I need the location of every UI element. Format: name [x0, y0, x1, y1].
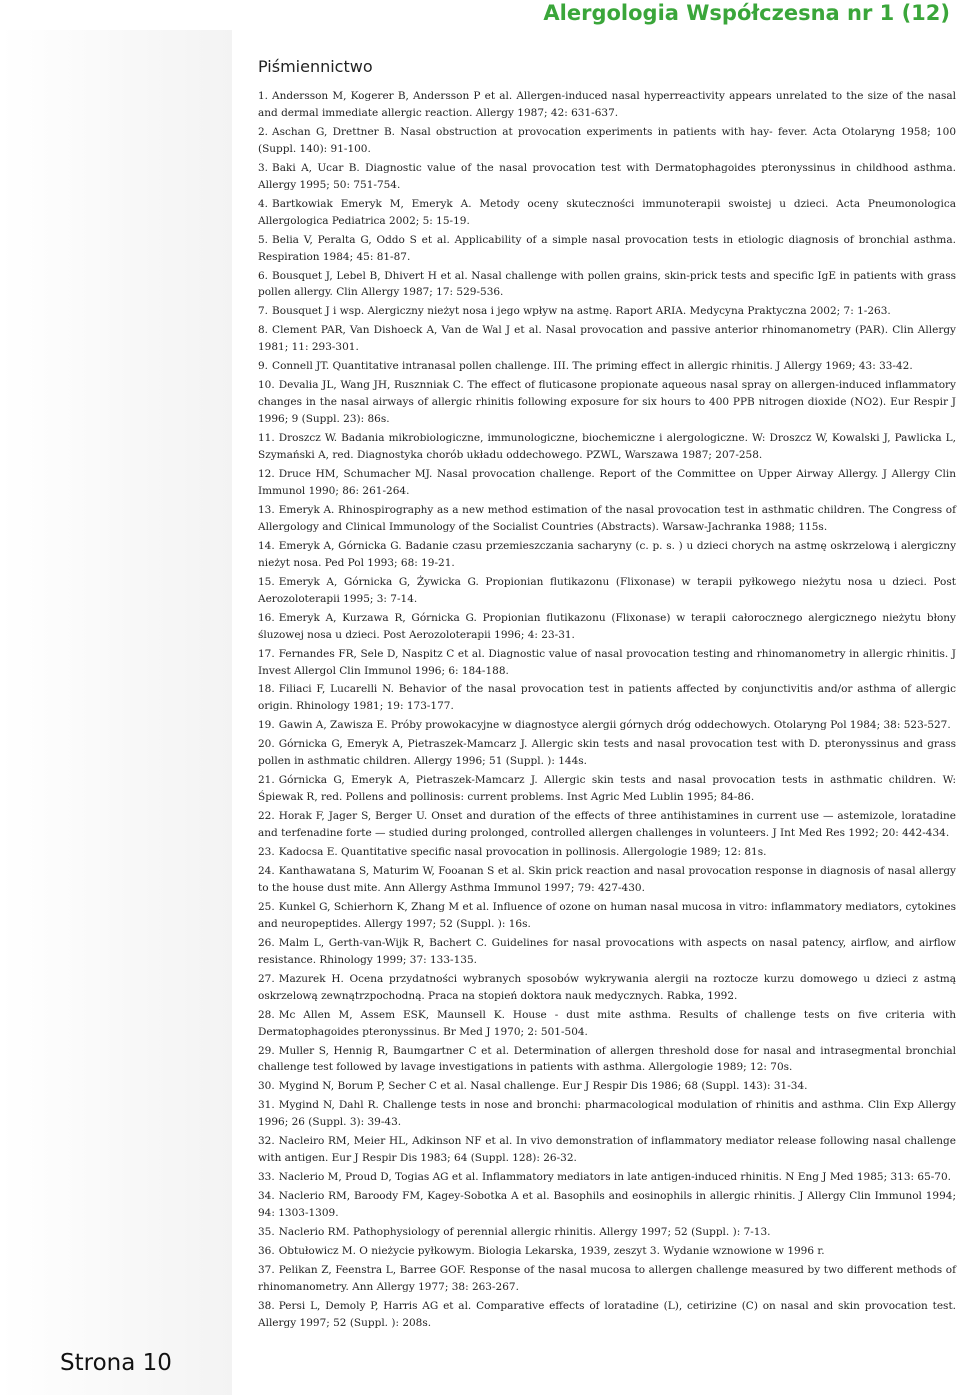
reference-item — [258, 863, 956, 897]
reference-item — [258, 232, 956, 266]
reference-text: Bousquet J, Lebel B, Dhivert H et al. Nasal challenge with pollen grains, skin-prick tests and specific IgE in patients with grass pollen allergy. Clin Allergy 1987; 17: 529-536. — [258, 269, 956, 299]
reference-text: Nacleiro RM, Meier HL, Adkinson NF et al. In vivo demonstration of inflammatory mediator release following nasal challenge with antigen. Eur J Respir Dis 1983; 64 (Suppl. 128): 26-32. — [258, 1135, 956, 1165]
reference-item — [258, 358, 956, 375]
reference-item — [258, 502, 956, 536]
reference-item — [258, 646, 956, 680]
reference-number: 8. — [258, 324, 269, 337]
reference-item — [258, 935, 956, 969]
reference-number: 26. — [258, 936, 275, 949]
reference-item — [258, 1133, 956, 1167]
reference-item — [258, 610, 956, 644]
reference-item — [258, 681, 956, 715]
reference-number: 10. — [258, 379, 275, 392]
reference-number: 9. — [258, 360, 269, 373]
reference-item — [258, 1097, 956, 1131]
page-number-label: Strona 10 — [60, 1350, 172, 1376]
reference-number: 3. — [258, 161, 269, 174]
reference-text: Baki A, Ucar B. Diagnostic value of the nasal provocation test with Dermatophagoides pteronyssinus in childhood asthma. Allergy 1995; 50: 751-754. — [258, 161, 956, 191]
reference-number: 20. — [258, 738, 275, 751]
reference-text: Naclerio RM. Pathophysiology of perennial allergic rhinitis. Allergy 1997; 52 (Suppl. ): 7-13. — [278, 1226, 771, 1239]
reference-number: 34. — [258, 1190, 275, 1203]
reference-item — [258, 772, 956, 806]
journal-header: Alergologia Współczesna nr 1 (12) — [543, 1, 950, 25]
reference-number: 5. — [258, 233, 269, 246]
reference-item — [258, 1043, 956, 1077]
reference-text: Bousquet J i wsp. Alergiczny nieżyt nosa i jego wpływ na astmę. Raport ARIA. Medycyna Praktyczna 2002; 7: 1-263. — [272, 305, 891, 318]
reference-number: 16. — [258, 611, 275, 624]
reference-number: 37. — [258, 1263, 275, 1276]
reference-text: Emeryk A, Górnicka G. Badanie czasu przemieszczania sacharyny (c. p. s. ) u dzieci chorych na astmę oskrzelową i alergiczny nieżyt nosa. Ped Pol 1993; 68: 19-21. — [258, 539, 956, 569]
reference-number: 6. — [258, 269, 269, 282]
reference-number: 38. — [258, 1299, 275, 1312]
reference-item — [258, 1224, 956, 1241]
reference-number: 1. — [258, 90, 269, 102]
page-sidebar — [0, 30, 232, 1395]
reference-item — [258, 538, 956, 572]
reference-item — [258, 268, 956, 302]
reference-item — [258, 160, 956, 194]
reference-number: 4. — [258, 197, 269, 210]
reference-text: Belia V, Peralta G, Oddo S et al. Applicability of a simple nasal provocation tests in etiologic diagnosis of bronchial asthma. Respiration 1984; 45: 81-87. — [258, 233, 956, 263]
reference-text: Obtułowicz M. O nieżycie pyłkowym. Biologia Lekarska, 1939, zeszyt 3. Wydanie wznowione w 1996 r. — [278, 1245, 825, 1257]
reference-text: Emeryk A, Górnicka G, Żywicka G. Propionian flutikazonu (Flixonase) w terapii pyłkowego nieżytu nosa u dzieci. Post Aerozoloterapii 1995; 3: 7-14. — [258, 575, 956, 605]
reference-item — [258, 322, 956, 356]
reference-text: Devalia JL, Wang JH, Rusznniak C. The effect of fluticasone propionate aqueous nasal spray on allergen-induced inflammatory changes in the nasal airways of allergic rhinitis following exposure for six hours to 400 PPB nitrogen dioxide (NO2). Eur Respir J 1996; 9 (Suppl. 23): 86s. — [258, 379, 956, 426]
reference-item — [258, 303, 956, 320]
reference-text: Kanthawatana S, Maturim W, Fooanan S et al. Skin prick reaction and nasal provocation response in diagnosis of nasal allergy to the house dust mite. Ann Allergy Asthma Immunol 1997; 79: 427-430. — [258, 864, 956, 894]
reference-text: Andersson M, Kogerer B, Andersson P et al. Allergen-induced nasal hyperreactivity appears unrelated to the size of the nasal and dermal immediate allergic reaction. Allergy 1987; 42: 631-637. — [258, 90, 956, 119]
reference-number: 15. — [258, 575, 275, 588]
reference-text: Filiaci F, Lucarelli N. Behavior of the nasal provocation test in patients affected by conjunctivitis and/or asthma of allergic origin. Rhinology 1981; 19: 173-177. — [258, 683, 956, 713]
reference-text: Connell JT. Quantitative intranasal pollen challenge. III. The priming effect in allergic rhinitis. J Allergy 1969; 43: 33-42. — [272, 360, 913, 373]
reference-item — [258, 196, 956, 230]
reference-text: Mazurek H. Ocena przydatności wybranych sposobów wykrywania alergii na roztocze kurzu domowego u dzieci z astmą oskrzelową zewnątrzpochodną. Praca na stopień doktora nauk medycznych. Rabka, 1992. — [258, 972, 956, 1002]
reference-text: Kadocsa E. Quantitative specific nasal provocation in pollinosis. Allergologie 1989; 12: 81s. — [278, 846, 767, 859]
reference-item — [258, 844, 956, 861]
reference-number: 13. — [258, 503, 275, 516]
reference-number: 12. — [258, 468, 275, 481]
reference-text: Kunkel G, Schierhorn K, Zhang M et al. Influence of ozone on human nasal mucosa in vitro: inflammatory mediators, cytokines and neuropeptides. Allergy 1997; 52 (Suppl. ): 16s. — [258, 900, 956, 930]
reference-number: 30. — [258, 1080, 275, 1093]
reference-item — [258, 1298, 956, 1332]
reference-item — [258, 88, 956, 122]
reference-number: 31. — [258, 1099, 275, 1112]
reference-item — [258, 808, 956, 842]
reference-item — [258, 1007, 956, 1041]
reference-text: Bartkowiak Emeryk M, Emeryk A. Metody oceny skuteczności immunoterapii swoistej u dzieci. Acta Pneumonologica Allergologica Pediatrica 2002; 5: 15-19. — [258, 197, 956, 227]
reference-text: Pelikan Z, Feenstra L, Barree GOF. Response of the nasal mucosa to allergen challenge measured by two different methods of rhinomanometry. Ann Allergy 1977; 38: 263-267. — [258, 1263, 956, 1293]
reference-item — [258, 124, 956, 158]
section-title: Piśmiennictwo — [258, 57, 373, 76]
reference-item — [258, 1243, 956, 1260]
reference-item — [258, 430, 956, 464]
reference-number: 25. — [258, 900, 275, 913]
reference-number: 18. — [258, 683, 275, 696]
reference-text: Horak F, Jager S, Berger U. Onset and duration of the effects of three antihistamines in current use — astemizole, loratadine and terfenadine forte — studied during prolonged, controlled allergen challenges in volunteers. J Int Med Res 1992; 20: 442-434. — [258, 810, 956, 840]
reference-text: Fernandes FR, Sele D, Naspitz C et al. Diagnostic value of nasal provocation testing and rhinomanometry in allergic rhinitis. J Invest Allergol Clin Immunol 1996; 6: 184-188. — [258, 647, 956, 677]
reference-number: 35. — [258, 1226, 275, 1239]
reference-item — [258, 466, 956, 500]
reference-text: Mc Allen M, Assem ESK, Maunsell K. House - dust mite asthma. Results of challenge tests on five criteria with Dermatophagoides pteronyssinus. Br Med J 1970; 2: 501-504. — [258, 1008, 956, 1038]
reference-number: 24. — [258, 864, 275, 877]
reference-text: Naclerio M, Proud D, Togias AG et al. Inflammatory mediators in late antigen-induced rhinitis. N Eng J Med 1985; 313: 65-70. — [278, 1171, 951, 1184]
reference-number: 11. — [258, 432, 275, 445]
reference-number: 29. — [258, 1044, 275, 1057]
reference-text: Emeryk A, Kurzawa R, Górnicka G. Propionian flutikazonu (Flixonase) w terapii całorocznego alergicznego nieżytu błony śluzowej nosa u dzieci. Post Aerozoloterapii 1996; 4: 23-31. — [258, 611, 956, 641]
reference-text: Emeryk A. Rhinospirography as a new method estimation of the nasal provocation test in asthmatic children. The Congress of Allergology and Clinical Immunology of the Socialist Countries (Abstracts). Warsaw-Jachranka 1988; 115s. — [258, 503, 956, 533]
reference-item — [258, 574, 956, 608]
reference-number: 2. — [258, 125, 269, 138]
reference-text: Mygind N, Borum P, Secher C et al. Nasal challenge. Eur J Respir Dis 1986; 68 (Suppl. 143): 31-34. — [278, 1080, 808, 1093]
reference-item — [258, 736, 956, 770]
reference-number: 28. — [258, 1008, 275, 1021]
reference-text: Muller S, Hennig R, Baumgartner C et al. Determination of allergen threshold dose for nasal and intrasegmental bronchial challenge test followed by lavage investigations in patients with asthma. Allergologie 1989; 12: 70s. — [258, 1044, 956, 1074]
reference-item — [258, 1262, 956, 1296]
reference-item — [258, 377, 956, 428]
reference-item — [258, 1188, 956, 1222]
reference-text: Droszcz W. Badania mikrobiologiczne, immunologiczne, biochemiczne i alergologiczne. W: Droszcz W, Kowalski J, Pawlicka L, Szymański A, red. Diagnostyka chorób układu oddechowego. PZWL, Warszawa 1987; 207-258. — [258, 432, 956, 462]
reference-number: 23. — [258, 846, 275, 859]
reference-number: 32. — [258, 1135, 275, 1148]
reference-number: 27. — [258, 972, 275, 985]
reference-list — [258, 88, 956, 1332]
reference-item — [258, 899, 956, 933]
reference-item — [258, 971, 956, 1005]
reference-number: 22. — [258, 810, 275, 823]
reference-text: Naclerio RM, Baroody FM, Kagey-Sobotka A et al. Basophils and eosinophils in allergic rhinitis. J Allergy Clin Immunol 1994; 94: 1303-1309. — [258, 1190, 956, 1220]
reference-text: Aschan G, Drettner B. Nasal obstruction at provocation experiments in patients with hay- fever. Acta Otolaryng 1958; 100 (Suppl. 140): 91-100. — [258, 125, 956, 155]
reference-number: 19. — [258, 719, 275, 732]
reference-item — [258, 717, 956, 734]
reference-item — [258, 1078, 956, 1095]
reference-text: Druce HM, Schumacher MJ. Nasal provocation challenge. Report of the Committee on Upper Airway Allergy. J Allergy Clin Immunol 1990; 86: 261-264. — [258, 468, 956, 497]
reference-text: Clement PAR, Van Dishoeck A, Van de Wal J et al. Nasal provocation and passive anterior rhinomanometry (PAR). Clin Allergy 1981; 11: 293-301. — [258, 324, 956, 354]
reference-text: Mygind N, Dahl R. Challenge tests in nose and bronchi: pharmacological modulation of rhinitis and asthma. Clin Exp Allergy 1996; 26 (Suppl. 3): 39-43. — [258, 1099, 956, 1129]
reference-item — [258, 1169, 956, 1186]
reference-number: 21. — [258, 774, 275, 787]
reference-text: Górnicka G, Emeryk A, Pietraszek-Mamcarz J. Allergic skin tests and nasal provocation tests in asthmatic children. W: Śpiewak R, red. Pollens and pollinosis: current problems. Inst Agric Med Lublin 1995; 84-86. — [258, 774, 956, 804]
reference-number: 36. — [258, 1245, 275, 1257]
references-section — [258, 56, 956, 1334]
reference-number: 17. — [258, 647, 275, 660]
reference-text: Persi L, Demoly P, Harris AG et al. Comparative effects of loratadine (L), cetirizine (C) on nasal and skin provocation test. Allergy 1997; 52 (Suppl. ): 208s. — [258, 1299, 956, 1329]
reference-text: Malm L, Gerth-van-Wijk R, Bachert C. Guidelines for nasal provocations with aspects on nasal patency, airflow, and airflow resistance. Rhinology 1999; 37: 133-135. — [258, 936, 956, 966]
reference-number: 14. — [258, 539, 275, 552]
reference-number: 7. — [258, 305, 269, 318]
reference-text: Górnicka G, Emeryk A, Pietraszek-Mamcarz J. Allergic skin tests and nasal provocation test with D. pteronyssinus and grass pollen in asthmatic children. Allergy 1996; 51 (Suppl. ): 144s. — [258, 738, 956, 768]
reference-text: Gawin A, Zawisza E. Próby prowokacyjne w diagnostyce alergii górnych dróg oddechowych. Otolaryng Pol 1984; 38: 523-527. — [278, 719, 951, 732]
reference-number: 33. — [258, 1171, 275, 1184]
